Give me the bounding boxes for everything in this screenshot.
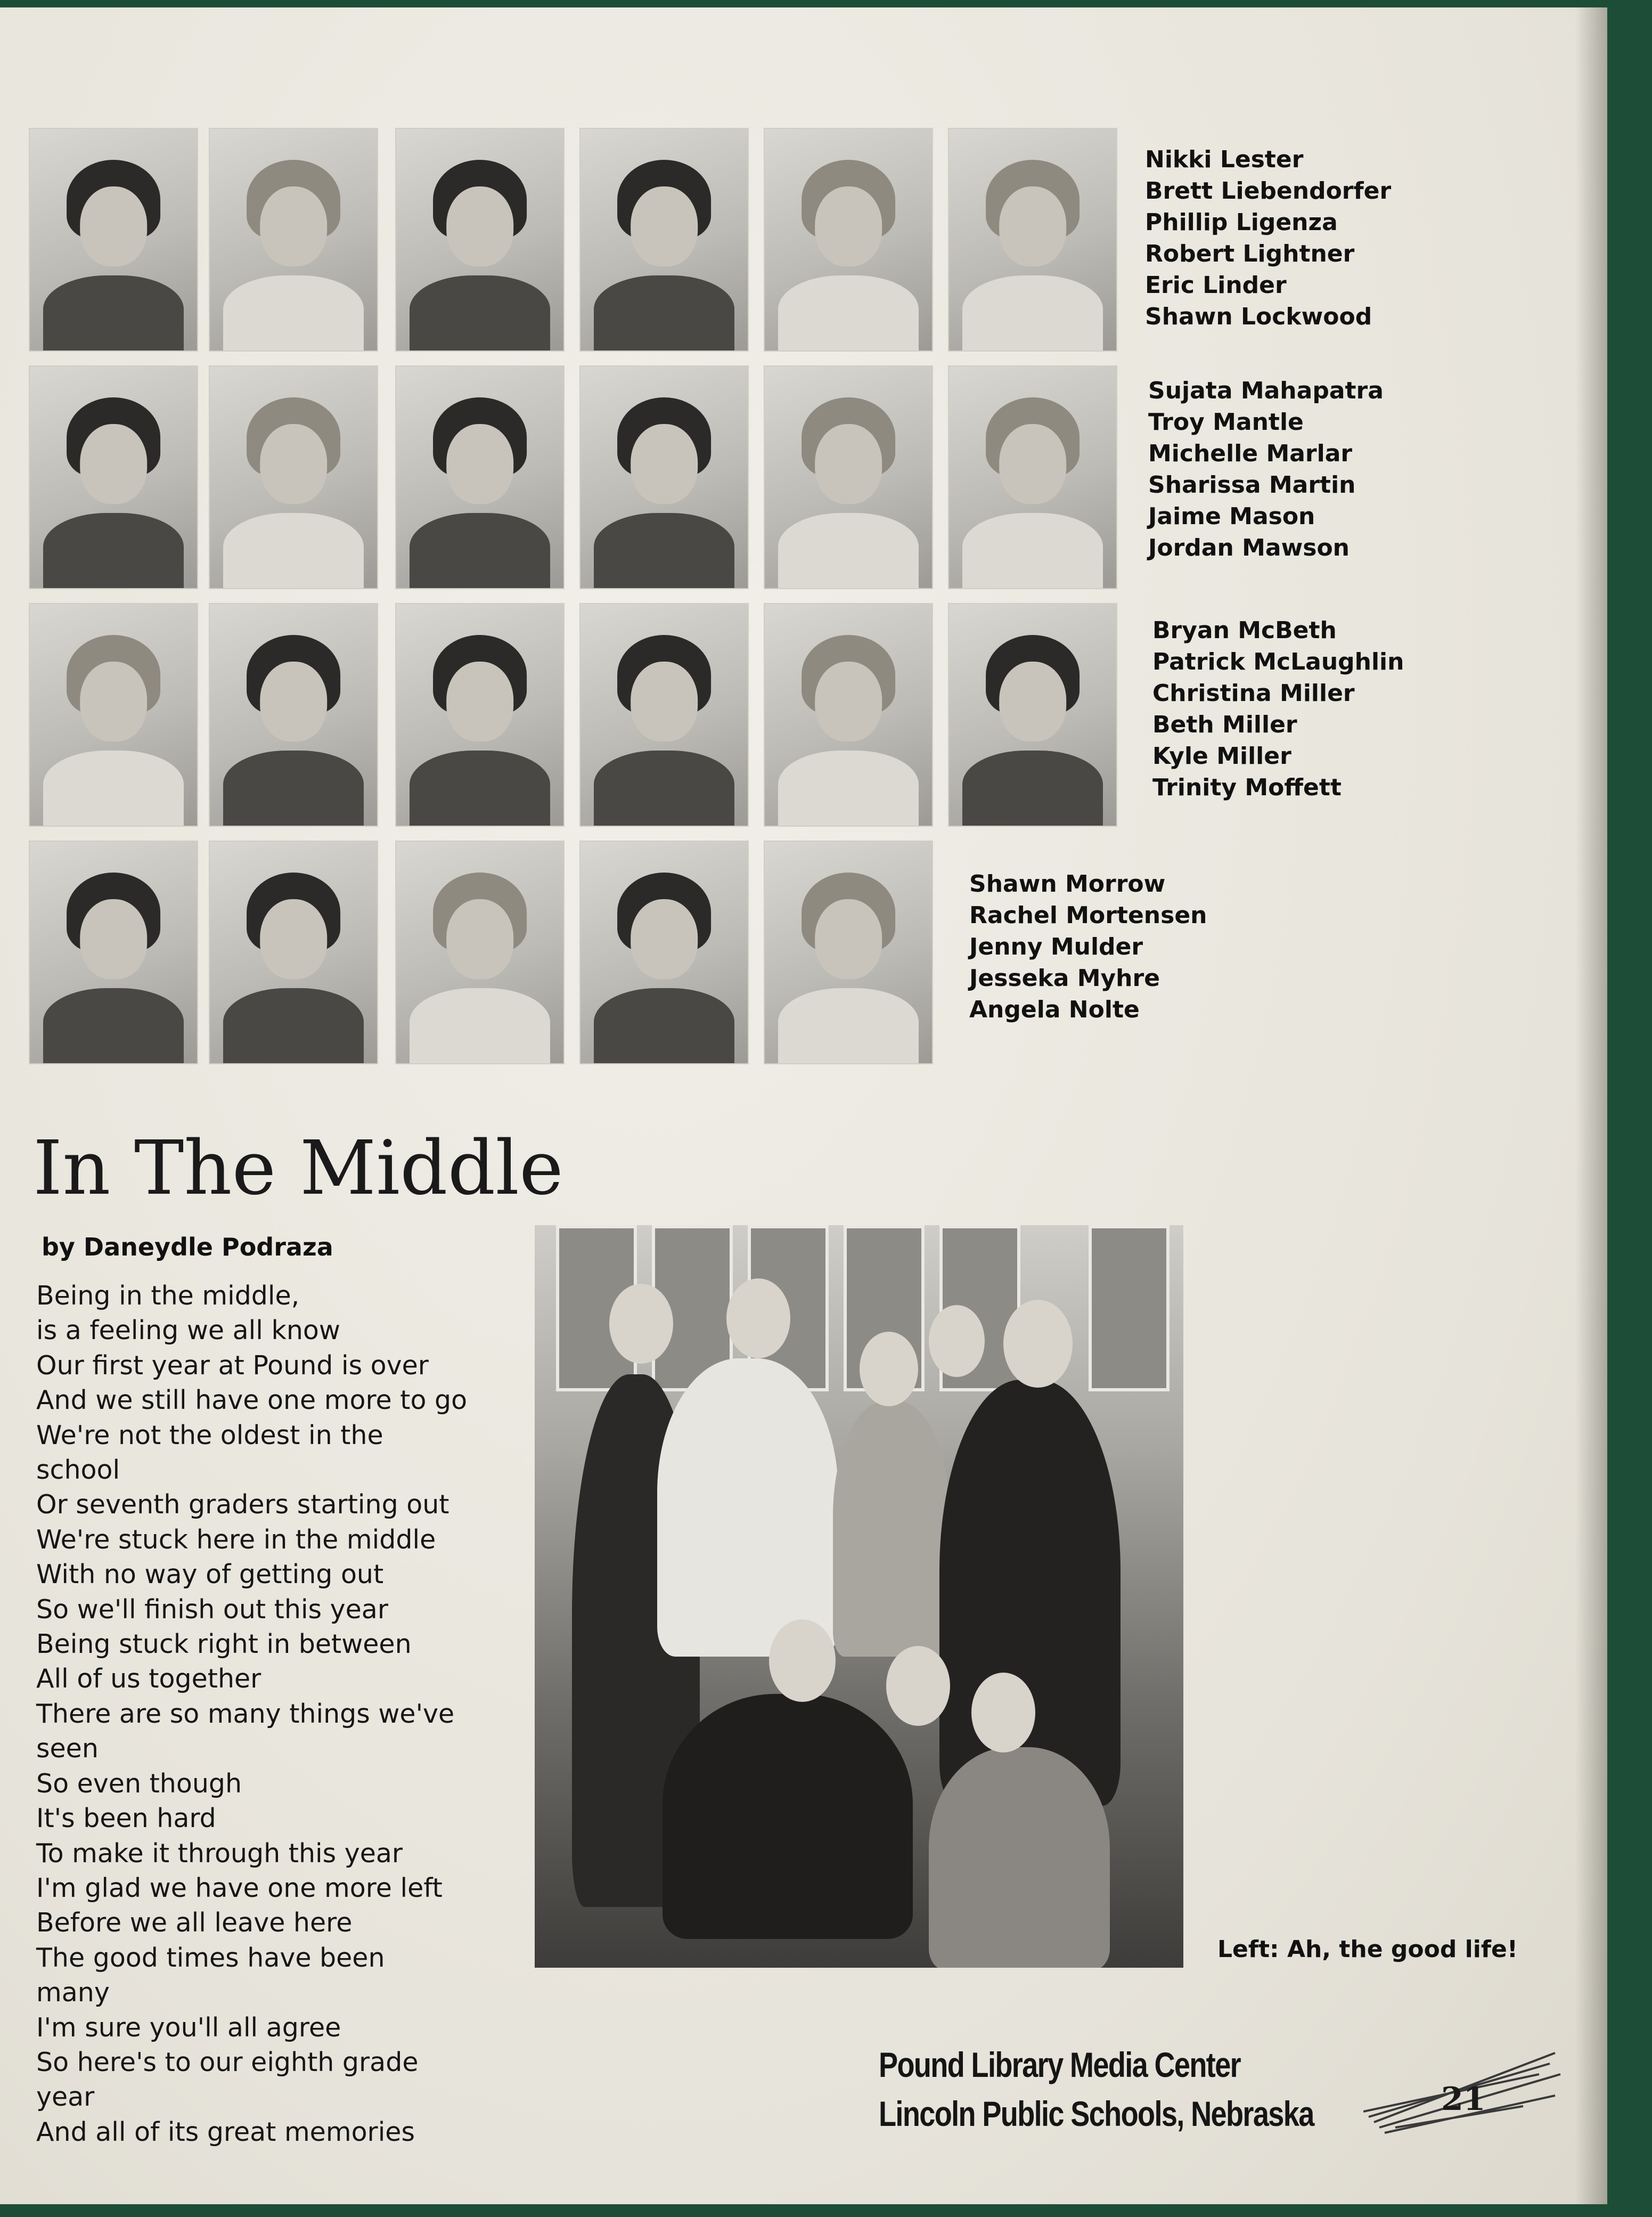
poem-line: There are so many things we've: [36, 1698, 455, 1729]
poem: [36, 1278, 467, 2149]
student-name: Troy Mantle: [1148, 409, 1304, 436]
portrait-photo: [948, 128, 1117, 352]
poem-line: We're not the oldest in the: [36, 1420, 383, 1450]
student-name: Brett Liebendorfer: [1145, 177, 1392, 205]
portrait-photo: [209, 365, 378, 589]
student-name: Patrick McLaughlin: [1152, 648, 1404, 675]
poem-line: seen: [36, 1733, 99, 1764]
portrait-photo: [579, 603, 749, 827]
portrait-photo: [579, 365, 749, 589]
poem-line: I'm glad we have one more left: [36, 1872, 443, 1903]
photo-caption: Left: Ah, the good life!: [1217, 1936, 1518, 1963]
student-name: Shawn Morrow: [969, 870, 1166, 898]
student-name: Nikki Lester: [1145, 146, 1304, 173]
portrait-photo: [579, 128, 749, 352]
portrait-photo: [395, 603, 565, 827]
student-name: Shawn Lockwood: [1145, 303, 1372, 330]
portrait-photo: [395, 841, 565, 1064]
poem-line: All of us together: [36, 1664, 261, 1694]
portrait-photo: [764, 603, 933, 827]
poem-line: So we'll finish out this year: [36, 1594, 388, 1625]
student-name: Christina Miller: [1152, 680, 1355, 707]
name-list: [969, 868, 1207, 1025]
page-number: 21: [1441, 2081, 1486, 2118]
article-title: In The Middle: [33, 1125, 563, 1212]
name-list: [1145, 144, 1391, 332]
name-list: [1148, 375, 1384, 564]
student-name: Robert Lightner: [1145, 240, 1355, 267]
article-byline: by Daneydle Podraza: [42, 1233, 333, 1261]
student-name: Jenny Mulder: [969, 933, 1143, 960]
student-name: Angela Nolte: [969, 996, 1140, 1023]
library-stamp: [879, 2040, 1314, 2138]
poem-line: is a feeling we all know: [36, 1315, 340, 1346]
portrait-photo: [29, 841, 198, 1064]
poem-line: Being in the middle,: [36, 1281, 300, 1311]
portrait-photo: [395, 365, 565, 589]
student-name: Kyle Miller: [1152, 743, 1291, 770]
poem-line: And all of its great memories: [36, 2116, 415, 2147]
library-stamp-line: Lincoln Public Schools, Nebraska: [879, 2094, 1314, 2133]
portrait-photo: [209, 841, 378, 1064]
portrait-photo: [29, 128, 198, 352]
student-name: Sujata Mahapatra: [1148, 377, 1384, 404]
student-name: Sharissa Martin: [1148, 471, 1356, 499]
name-list: [1152, 615, 1404, 803]
poem-line: To make it through this year: [36, 1838, 403, 1869]
page-edge-shadow: [1575, 7, 1607, 2204]
poem-line: And we still have one more to go: [36, 1385, 468, 1416]
student-name: Jordan Mawson: [1148, 534, 1350, 561]
portrait-photo: [29, 365, 198, 589]
yearbook-page: [0, 7, 1607, 2204]
poem-line: So even though: [36, 1768, 242, 1799]
student-name: Jesseka Myhre: [969, 965, 1160, 992]
student-name: Trinity Moffett: [1152, 774, 1342, 801]
portrait-photo: [209, 128, 378, 352]
portrait-photo: [395, 128, 565, 352]
portrait-photo: [948, 603, 1117, 827]
poem-line: Being stuck right in between: [36, 1629, 412, 1660]
student-name: Eric Linder: [1145, 272, 1287, 299]
portrait-photo: [579, 841, 749, 1064]
student-name: Phillip Ligenza: [1145, 209, 1338, 236]
student-name: Jaime Mason: [1148, 503, 1315, 530]
portrait-photo: [764, 841, 933, 1064]
portrait-photo: [764, 128, 933, 352]
poem-line: school: [36, 1455, 120, 1486]
student-name: Beth Miller: [1152, 711, 1297, 738]
group-photo: [535, 1225, 1183, 1968]
student-name: Bryan McBeth: [1152, 617, 1337, 644]
portrait-photo: [948, 365, 1117, 589]
student-name: Michelle Marlar: [1148, 440, 1353, 467]
portrait-photo: [29, 603, 198, 827]
student-name: Rachel Mortensen: [969, 902, 1207, 929]
poem-line: many: [36, 1977, 110, 2008]
poem-line: With no way of getting out: [36, 1559, 384, 1590]
portrait-photo: [764, 365, 933, 589]
poem-line: So here's to our eighth grade: [36, 2047, 419, 2077]
poem-line: The good times have been: [36, 1942, 385, 1973]
poem-line: It's been hard: [36, 1803, 216, 1834]
poem-line: Our first year at Pound is over: [36, 1350, 429, 1381]
portrait-photo: [209, 603, 378, 827]
poem-line: year: [36, 2082, 95, 2113]
poem-line: Before we all leave here: [36, 1908, 353, 1938]
poem-line: Or seventh graders starting out: [36, 1489, 449, 1520]
poem-line: I'm sure you'll all agree: [36, 2012, 341, 2043]
poem-line: We're stuck here in the middle: [36, 1524, 436, 1555]
library-stamp-line: Pound Library Media Center: [879, 2045, 1241, 2084]
